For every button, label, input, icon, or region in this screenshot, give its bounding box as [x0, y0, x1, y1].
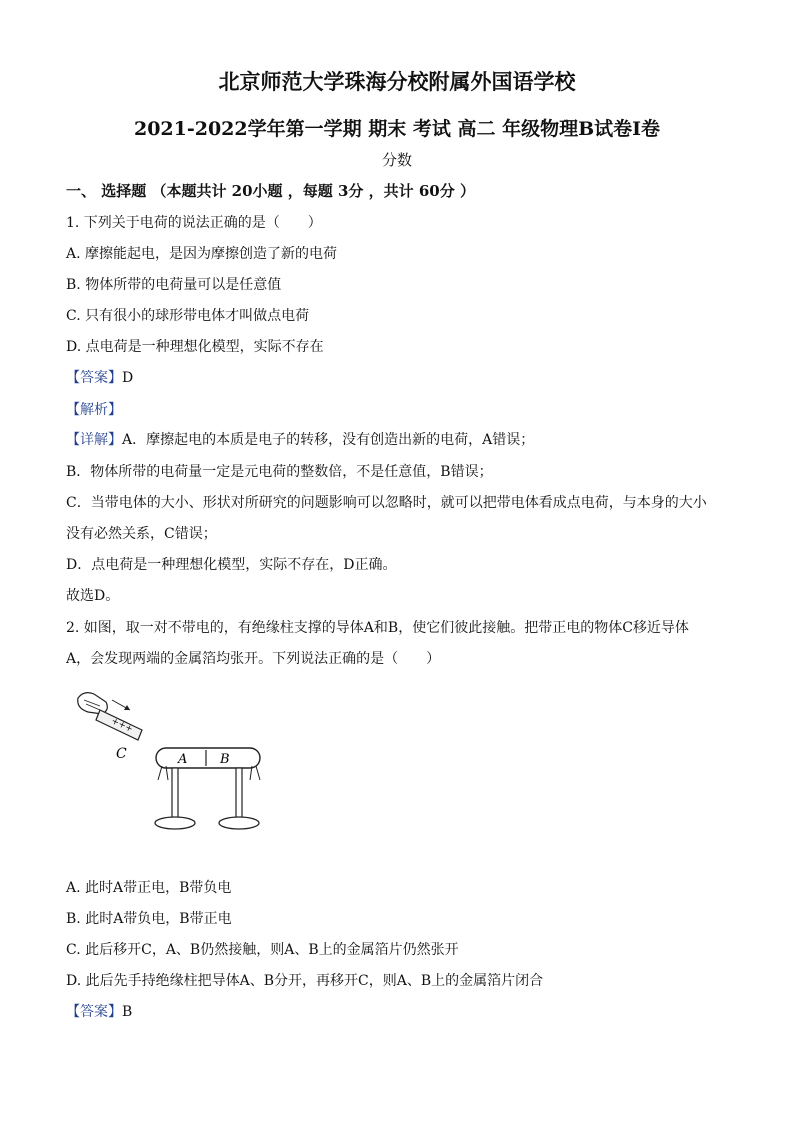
school-title: 北京师范大学珠海分校附属外国语学校	[218, 69, 576, 94]
label-c: C	[116, 746, 127, 762]
conductor-ab	[156, 748, 260, 768]
base-right	[219, 817, 259, 829]
foil-right	[250, 766, 260, 780]
q1-option-d: D. 点电荷是一种理想化模型，实际不存在	[66, 339, 324, 355]
q2-option-a: A. 此时A带正电，B带负电	[66, 880, 232, 896]
q1-detail-line-5: D．点电荷是一种理想化模型，实际不存在，D正确。	[66, 557, 397, 573]
rod-charges: +++	[109, 716, 135, 735]
q1-detail-line-1	[66, 430, 534, 450]
q2-answer	[66, 1002, 132, 1022]
answer-value: D	[122, 370, 134, 386]
label-b: B	[220, 752, 230, 767]
stand-left	[172, 768, 178, 820]
detail-tag: 【详解】	[66, 432, 122, 448]
score-label: 分数	[381, 151, 412, 169]
q2-stem-line-2: A，会发现两端的金属箔均张开。下列说法正确的是（ ）	[66, 651, 441, 667]
conductor-figure	[70, 688, 270, 838]
q1-detail-line-2: B．物体所带的电荷量一定是元电荷的整数倍，不是任意值，B错误；	[66, 464, 493, 480]
q1-analysis-tag: 【解析】	[66, 402, 122, 418]
answer-tag: 【答案】	[66, 1004, 122, 1020]
q1-detail-line-4: 没有必然关系，C错误；	[66, 526, 217, 542]
q1-option-c: C. 只有很小的球形带电体才叫做点电荷	[66, 308, 310, 324]
q2-stem-line-1: 2. 如图，取一对不带电的，有绝缘柱支撑的导体A和B，使它们彼此接触。把带正电的物体C移近导体	[66, 620, 689, 636]
q1-answer	[66, 368, 133, 388]
base-left	[155, 817, 195, 829]
answer-tag: 【答案】	[66, 370, 122, 386]
q2-option-c: C. 此后移开C，A、B仍然接触，则A、B上的金属箔片仍然张开	[66, 942, 459, 958]
answer-value: B	[122, 1004, 133, 1020]
exam-title: 2021-2022学年第一学期 期末 考试 高二 年级物理B试卷Ⅰ卷	[133, 118, 661, 140]
q2-option-b: B. 此时A带负电，B带正电	[66, 911, 232, 927]
section-title: 一、 选择题 （本题共计 20小题 ，每题 3分 ，共计 60分 ）	[66, 182, 475, 200]
stand-right	[236, 768, 242, 820]
q1-stem: 1. 下列关于电荷的说法正确的是（ ）	[66, 215, 322, 231]
label-a: A	[178, 752, 188, 767]
q2-option-d: D. 此后先手持绝缘柱把导体A、B分开，再移开C，则A、B上的金属箔片闭合	[66, 973, 544, 989]
q1-option-a: A. 摩擦能起电，是因为摩擦创造了新的电荷	[66, 246, 338, 262]
q1-detail-line-6: 故选D。	[66, 588, 120, 604]
q1-detail-line-3: C．当带电体的大小、形状对所研究的问题影响可以忽略时，就可以把带电体看成点电荷，与本身的大小	[66, 495, 707, 511]
q1-option-b: B. 物体所带的电荷量可以是任意值	[66, 277, 282, 293]
detail-text: A．摩擦起电的本质是电子的转移，没有创造出新的电荷，A错误；	[122, 432, 535, 448]
